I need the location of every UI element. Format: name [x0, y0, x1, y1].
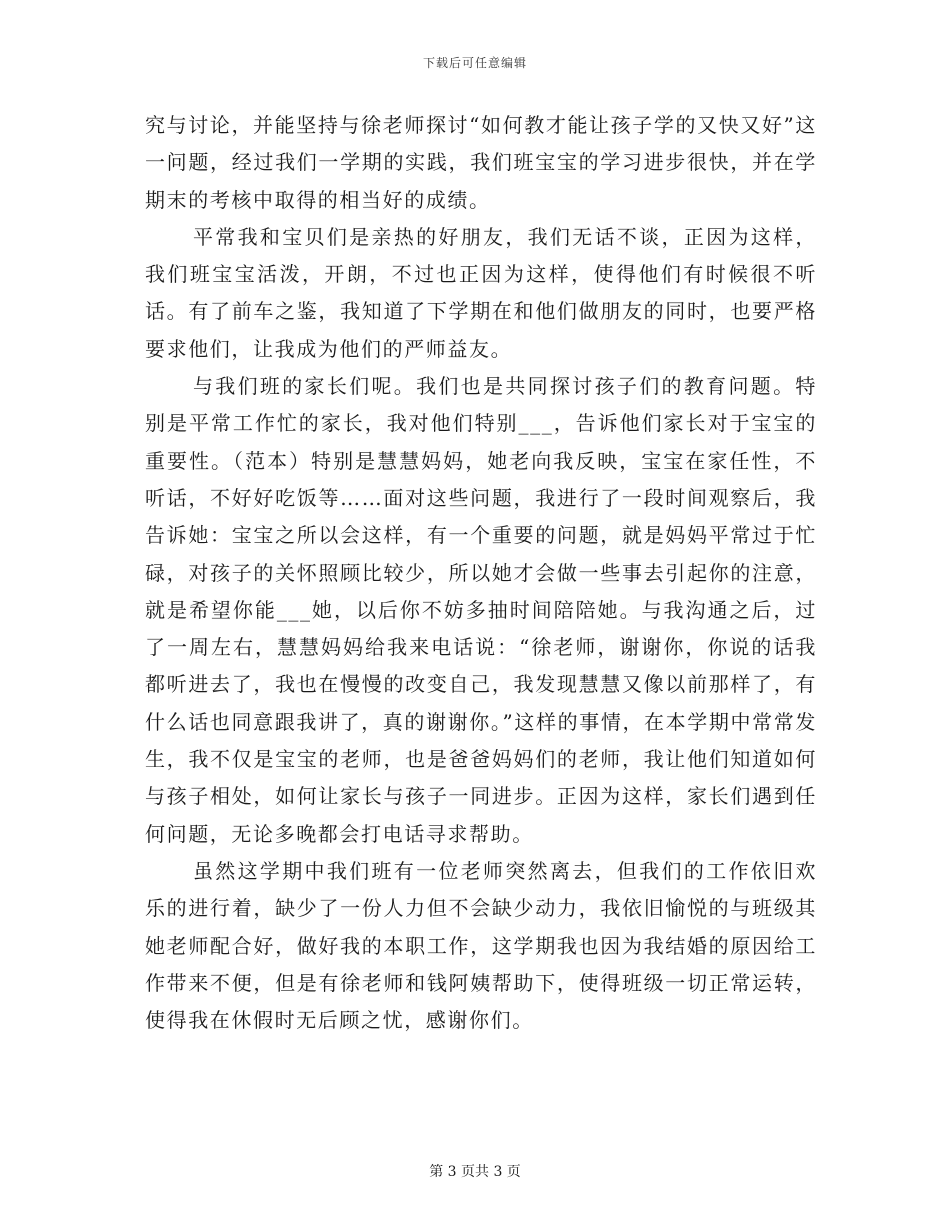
paragraph: 平常我和宝贝们是亲热的好朋友，我们无话不谈，正因为这样，我们班宝宝活泼，开朗，不过也正因为这样，使得他们有时候很不听话。有了前车之鉴，我知道了下学期在和他们做朋友的同时，也要严格要求他们，让我成为他们的严师益友。 [145, 224, 817, 361]
page-header: 下载后可任意编辑 [422, 56, 527, 70]
paragraph: 与我们班的家长们呢。我们也是共同探讨孩子们的教育问题。特别是平常工作忙的家长，我对他们特别___，告诉他们家长对于宝宝的重要性。（范本）特别是慧慧妈妈，她老向我反映，宝宝在家任性，不听话，不好好吃饭等……面对这些问题，我进行了一段时间观察后，我告诉她：宝宝之所以会这样，有一个重要的问题，就是妈妈平常过于忙碌，对孩子的关怀照顾比较少，所以她才会做一些事去引起你的注意，就是希望你能___她，以后你不妨多抽时间陪陪她。与我沟通之后，过了一周左右，慧慧妈妈给我来电话说：“徐老师，谢谢你，你说的话我都听进去了，我也在慢慢的改变自己，我发现慧慧又像以前那样了，有什么话也同意跟我讲了，真的谢谢你。”这样的事情，在本学期中常常发生，我不仅是宝宝的老师，也是爸爸妈妈们的老师，我让他们知道如何与孩子相处，如何让家长与孩子一同进步。正因为这样，家长们遇到任何问题，无论多晚都会打电话寻求帮助。 [145, 374, 817, 846]
paragraph: 虽然这学期中我们班有一位老师突然离去，但我们的工作依旧欢乐的进行着，缺少了一份人力但不会缺少动力，我依旧愉悦的与班级其她老师配合好，做好我的本职工作，这学期我也因为我结婚的原因给工作带来不便，但是有徐老师和钱阿姨帮助下，使得班级一切正常运转，使得我在休假时无后顾之忧，感谢你们。 [145, 858, 817, 1033]
page-footer: 第 3 页共 3 页 [429, 1164, 521, 1180]
document-body [145, 107, 817, 1039]
paragraph-continued: 究与讨论，并能坚持与徐老师探讨“如何教才能让孩子学的又快又好”这一问题，经过我们一学期的实践，我们班宝宝的学习进步很快，并在学期末的考核中取得的相当好的成绩。 [145, 113, 817, 212]
